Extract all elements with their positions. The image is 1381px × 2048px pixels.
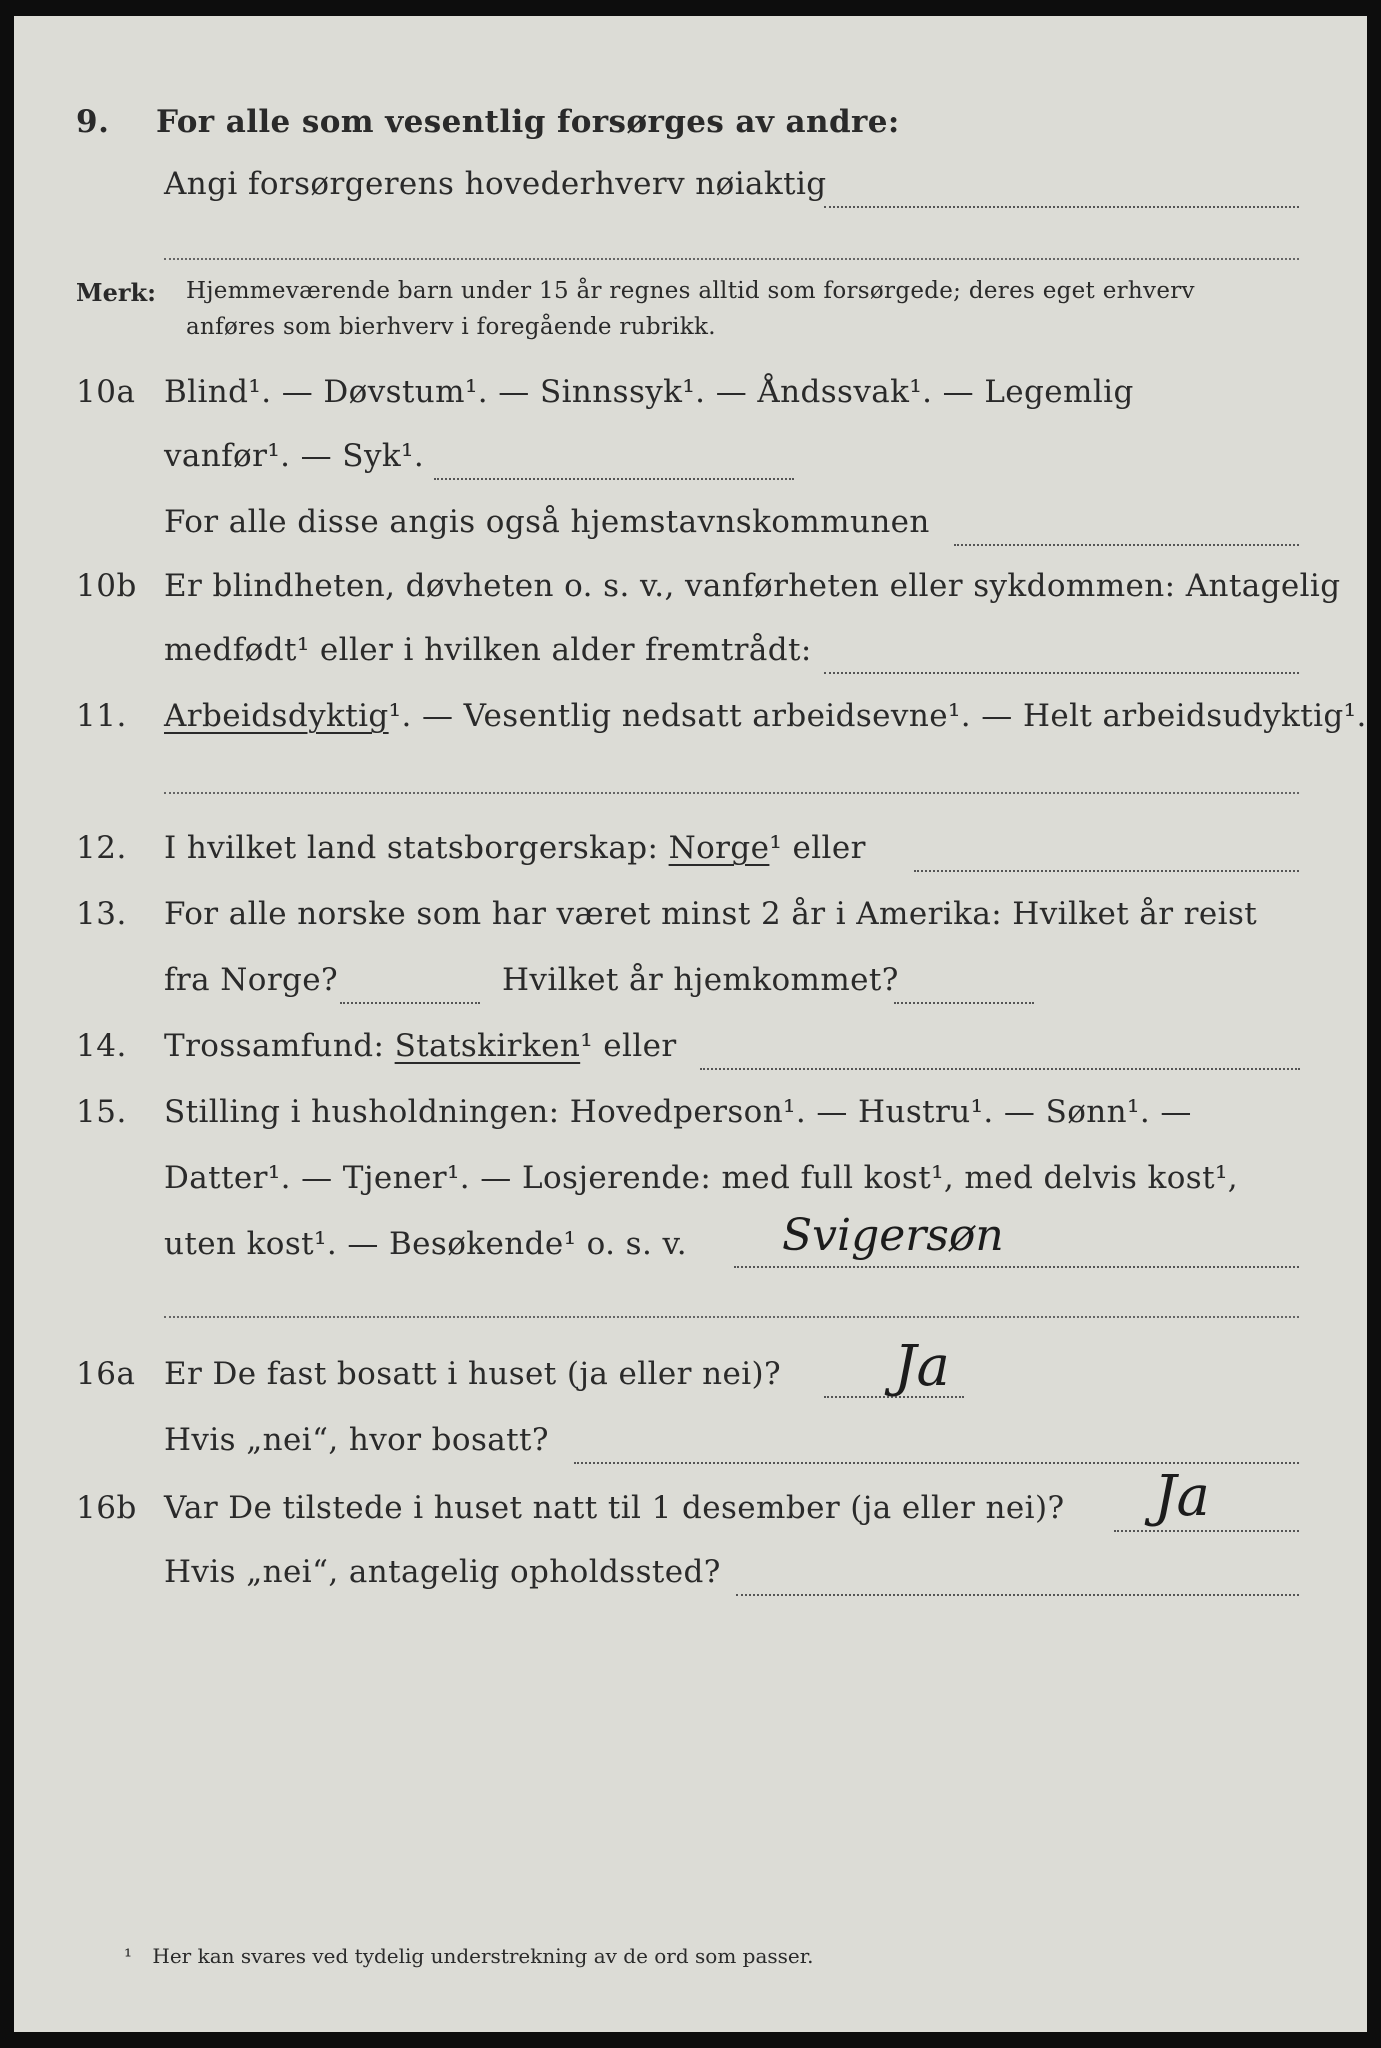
question-16a-line-1: Er De fast bosatt i huset (ja eller nei)? bbox=[164, 1356, 782, 1392]
question-15-line-3-row bbox=[14, 1210, 1367, 1282]
question-16a-number: 16a bbox=[76, 1356, 136, 1392]
question-13-line-2-row bbox=[14, 962, 1367, 1018]
question-12-prompt: I hvilket land statsborgerskap: bbox=[164, 830, 659, 866]
household-position-field[interactable] bbox=[734, 1266, 1299, 1268]
question-12-number: 12. bbox=[76, 830, 127, 866]
question-10a-line-2-row bbox=[14, 438, 1367, 494]
question-15 bbox=[14, 1094, 1367, 1150]
note-line-2: anføres som bierhverv i foregående rubrikk. bbox=[186, 314, 716, 340]
question-15-number: 15. bbox=[76, 1094, 127, 1130]
question-11-options: ¹. — Vesentlig nedsatt arbeidsevne¹. — Helt arbeidsudyktig¹. bbox=[388, 698, 1367, 734]
footnote-mark: ¹ bbox=[124, 1944, 133, 1968]
home-municipality-field[interactable] bbox=[954, 544, 1299, 546]
question-9-answer-field[interactable] bbox=[824, 206, 1299, 208]
census-form-page bbox=[14, 16, 1367, 2032]
note-label: Merk: bbox=[76, 278, 156, 307]
question-13-number: 13. bbox=[76, 896, 127, 932]
question-9-prompt: Angi forsørgerens hovederhverv nøiaktig bbox=[164, 166, 827, 202]
question-10b-number: 10b bbox=[76, 568, 137, 604]
question-10a-line-3-row bbox=[14, 504, 1367, 560]
question-14-text bbox=[164, 1028, 677, 1064]
question-13-left-prompt: fra Norge? bbox=[164, 962, 339, 998]
question-11 bbox=[14, 698, 1367, 754]
question-10a-line-2: vanfør¹. — Syk¹. bbox=[164, 438, 425, 474]
question-16b bbox=[14, 1464, 1367, 1546]
question-11-number: 11. bbox=[76, 698, 127, 734]
question-10a-line-1: Blind¹. — Døvstum¹. — Sinnssyk¹. — Åndssvak¹. — Legemlig bbox=[164, 374, 1134, 410]
question-16a-line-2: Hvis „nei“, hvor bosatt? bbox=[164, 1422, 549, 1458]
question-15-line-2: Datter¹. — Tjener¹. — Losjerende: med full kost¹, med delvis kost¹, bbox=[164, 1160, 1239, 1196]
present-answer: Ja bbox=[1154, 1464, 1210, 1529]
question-9 bbox=[14, 104, 1367, 160]
question-14-prompt: Trossamfund: bbox=[164, 1028, 385, 1064]
question-10b-line-2-row bbox=[14, 632, 1367, 688]
question-10a-line-3: For alle disse angis også hjemstavnskommunen bbox=[164, 504, 930, 540]
question-13-line-1: For alle norske som har været minst 2 år i Amerika: Hvilket år reist bbox=[164, 896, 1258, 932]
state-church-option-underlined[interactable]: Statskirken bbox=[394, 1028, 581, 1064]
question-9-heading: For alle som vesentlig forsørges av andre: bbox=[156, 104, 900, 140]
question-14-number: 14. bbox=[76, 1028, 127, 1064]
norway-option-underlined[interactable]: Norge bbox=[668, 830, 770, 866]
question-9-number: 9. bbox=[76, 104, 110, 140]
question-13 bbox=[14, 896, 1367, 952]
question-16b-number: 16b bbox=[76, 1490, 137, 1526]
present-answer-field[interactable] bbox=[1114, 1530, 1299, 1532]
year-returned-field[interactable] bbox=[894, 1002, 1034, 1004]
question-16a bbox=[14, 1334, 1367, 1412]
question-10b bbox=[14, 568, 1367, 624]
whereabouts-field[interactable] bbox=[736, 1594, 1299, 1596]
question-11-text bbox=[164, 698, 1367, 734]
citizenship-field[interactable] bbox=[914, 870, 1299, 872]
question-14 bbox=[14, 1028, 1367, 1084]
question-10a bbox=[14, 374, 1367, 430]
note-line-1: Hjemmeværende barn under 15 år regnes alltid som forsørgede; deres eget erhverv bbox=[186, 278, 1195, 304]
question-13-right-prompt: Hvilket år hjemkommet? bbox=[502, 962, 899, 998]
question-10a-sick-field[interactable] bbox=[434, 478, 794, 480]
year-left-field[interactable] bbox=[340, 1002, 480, 1004]
question-15-line-2-row bbox=[14, 1160, 1367, 1216]
question-12-suffix: ¹ eller bbox=[769, 830, 866, 866]
note-line-2-row bbox=[14, 314, 1367, 370]
resident-answer: Ja bbox=[894, 1334, 950, 1399]
question-14-suffix: ¹ eller bbox=[580, 1028, 677, 1064]
question-12-text bbox=[164, 830, 866, 866]
question-16b-line-2-row bbox=[14, 1554, 1367, 1610]
question-9-line bbox=[14, 166, 1367, 222]
question-16b-line-2: Hvis „nei“, antagelig opholdssted? bbox=[164, 1554, 721, 1590]
footnote-text: Her kan svares ved tydelig understrekning av de ord som passer. bbox=[152, 1944, 814, 1968]
question-16b-line-1: Var De tilstede i huset natt til 1 desember (ja eller nei)? bbox=[164, 1490, 1065, 1526]
household-position-answer: Svigersøn bbox=[782, 1210, 1004, 1261]
work-capable-option-underlined[interactable]: Arbeidsdyktig bbox=[164, 698, 389, 734]
question-15-line-3: uten kost¹. — Besøkende¹ o. s. v. bbox=[164, 1226, 687, 1262]
question-9-extra-line[interactable] bbox=[164, 258, 1299, 260]
question-12 bbox=[14, 830, 1367, 886]
religion-field[interactable] bbox=[700, 1068, 1300, 1070]
question-15-extra-line[interactable] bbox=[164, 1316, 1299, 1318]
question-15-line-1: Stilling i husholdningen: Hovedperson¹. — Hustru¹. — Sønn¹. — bbox=[164, 1094, 1192, 1130]
question-10b-line-1: Er blindheten, døvheten o. s. v., vanførheten eller sykdommen: Antagelig bbox=[164, 568, 1341, 604]
question-10b-line-2: medfødt¹ eller i hvilken alder fremtrådt: bbox=[164, 632, 812, 668]
footnote bbox=[124, 1944, 813, 1968]
question-10a-number: 10a bbox=[76, 374, 136, 410]
question-10b-answer-field[interactable] bbox=[824, 672, 1299, 674]
question-11-extra-line[interactable] bbox=[164, 792, 1299, 794]
